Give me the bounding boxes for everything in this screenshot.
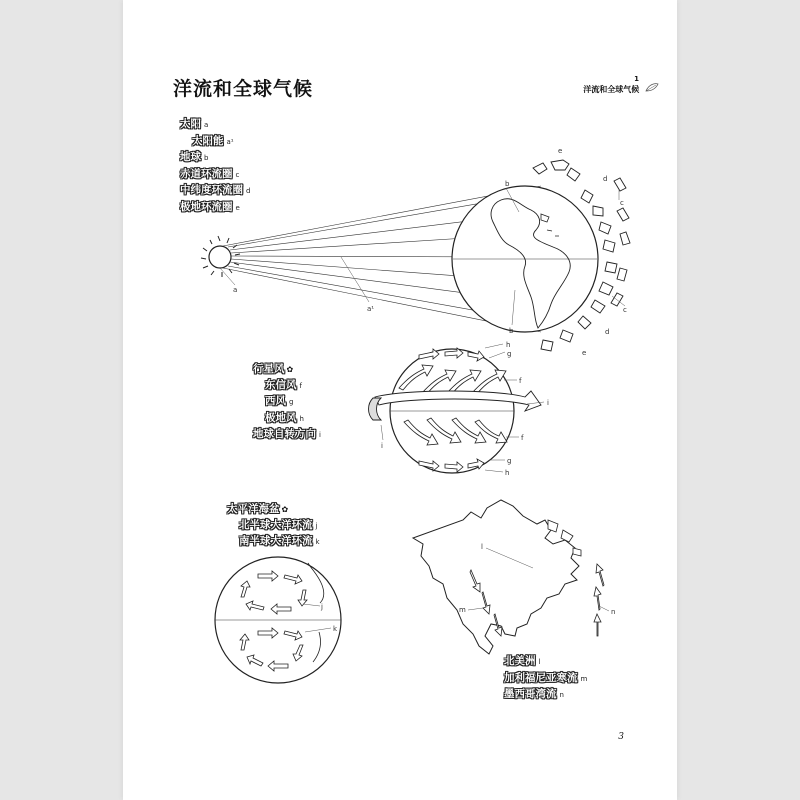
label-h-bottom: h: [505, 469, 510, 477]
earth: [452, 186, 598, 332]
running-header-title: 洋流和全球气候: [583, 85, 640, 94]
page-title: 洋流和全球气候: [173, 78, 314, 100]
legend-heading: 行星风 ✿: [253, 363, 294, 375]
legend-item: 赤道环流圈 c: [180, 167, 240, 180]
legend-item: 太阳 a: [180, 118, 209, 130]
sun: [201, 236, 240, 277]
label-b-bottom: b: [509, 327, 514, 335]
legend-item: 南半球大洋环流 k: [239, 535, 320, 547]
label-l: l: [481, 543, 483, 551]
label-c-top: c: [620, 199, 624, 207]
flower-icon: ✿: [281, 505, 289, 514]
label-f-bottom: f: [521, 434, 524, 442]
label-n: n: [611, 608, 616, 616]
label-c-bottom: c: [623, 306, 627, 314]
legend-item: 墨西哥湾流 n: [504, 688, 564, 700]
label-h-top: h: [506, 341, 511, 349]
legend-item: 太阳能 a¹: [192, 134, 234, 147]
label-d-bottom: d: [605, 328, 610, 336]
book-page: [123, 0, 677, 800]
chapter-number: 1: [634, 75, 639, 83]
illustrations: [123, 0, 677, 800]
label-e-top: e: [558, 147, 563, 155]
legend-heading: 太平洋海盆 ✿: [227, 503, 289, 515]
page-number: 3: [618, 732, 624, 742]
label-d-top: d: [603, 175, 608, 183]
pacific-globe: [215, 557, 341, 683]
label-b-top: b: [505, 180, 510, 188]
legend-item: 极地环流圈 e: [180, 200, 240, 213]
north-america-map: [413, 500, 615, 654]
label-e-bottom: e: [582, 349, 587, 357]
wind-globe: [390, 348, 514, 473]
legend-item: 北美洲 l: [504, 655, 541, 667]
legend-item: 地球 b: [180, 151, 209, 163]
legend-item: 地球自转方向 i: [253, 428, 321, 440]
label-i-right: i: [547, 399, 549, 407]
flower-icon: ✿: [286, 365, 294, 374]
label-g-bottom: g: [507, 457, 512, 465]
label-k: k: [333, 625, 338, 633]
label-m: m: [459, 606, 466, 614]
legend-item: 北半球大洋环流 j: [239, 518, 318, 531]
legend-item: 东信风 f: [265, 378, 302, 391]
label-f-top: f: [519, 377, 522, 385]
legend-item: 中纬度环流圈 d: [180, 184, 251, 196]
label-a: a: [233, 286, 238, 294]
legend-item: 加利福尼亚寒流 m: [504, 671, 588, 684]
label-i-left: i: [381, 442, 383, 450]
label-a1: a¹: [367, 305, 375, 313]
legend-item: 西风 g: [265, 395, 294, 407]
label-j: j: [321, 603, 323, 611]
label-g-top: g: [507, 350, 512, 358]
legend-item: 极地风 h: [265, 411, 304, 424]
